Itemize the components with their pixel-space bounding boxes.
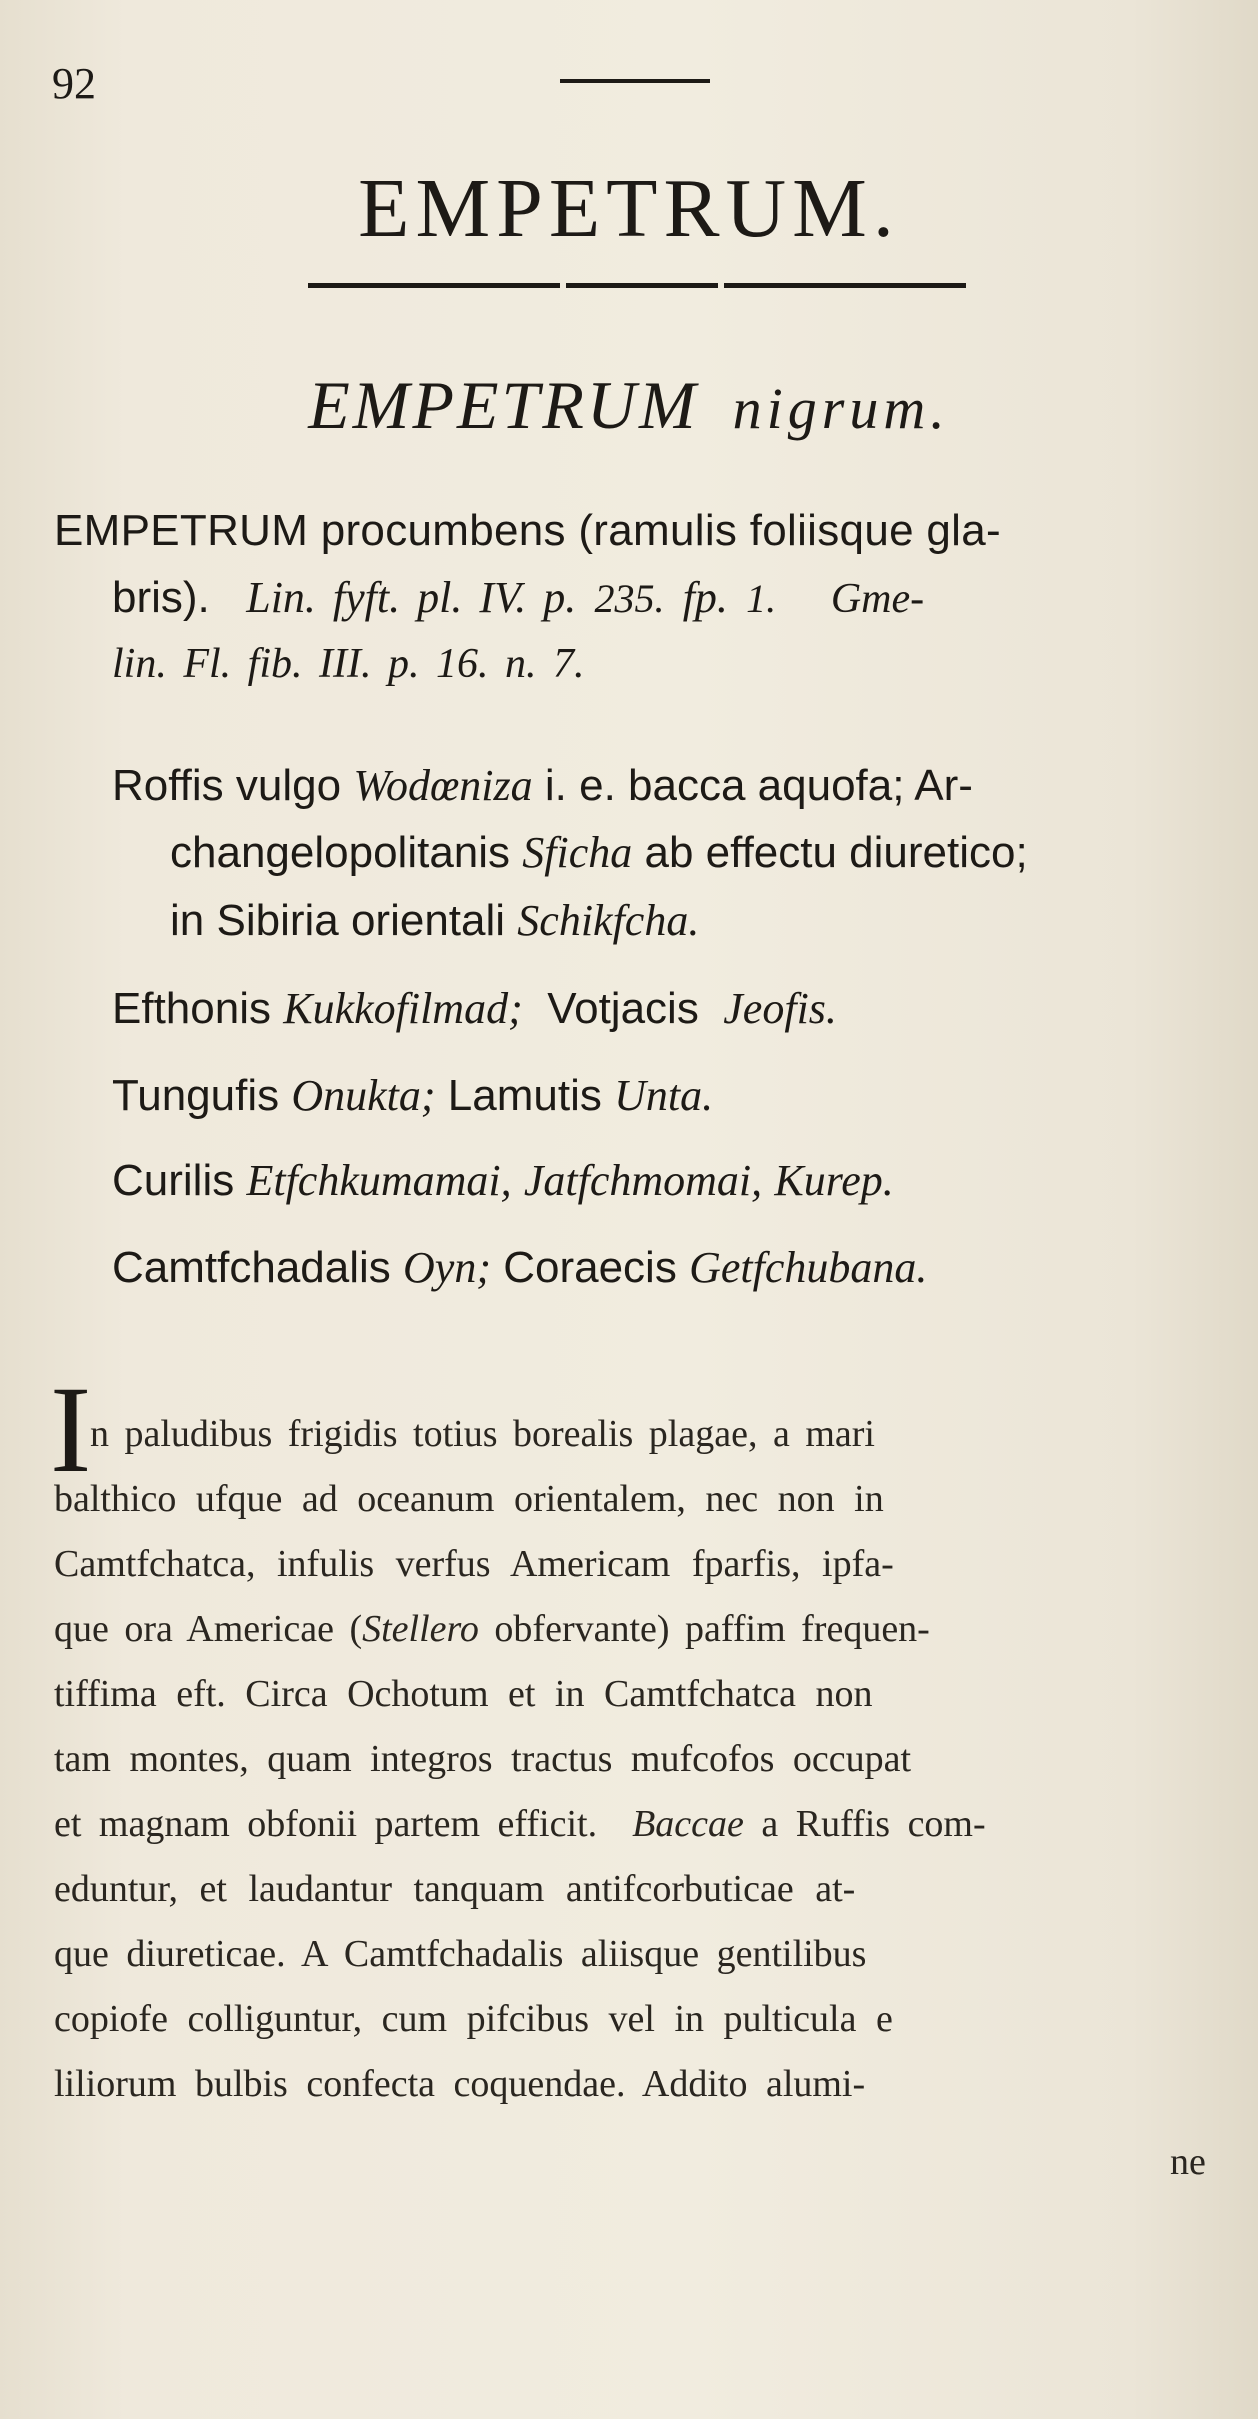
drop-cap: I — [50, 1361, 92, 1498]
species-heading — [0, 366, 1258, 445]
body-line-4: que ora Americae (Stellero obfervante) paffim frequen- — [54, 1608, 930, 1650]
body-line-2: balthico ufque ad oceanum orientalem, nec non in — [54, 1478, 884, 1520]
species-epithet: nigrum. — [732, 376, 950, 441]
vernacular-line-6: Curilis Etfchkumamai, Jatfchmomai, Kurep. — [112, 1156, 894, 1205]
vernacular-line-2: changelopolitanis Sficha ab effectu diuretico; — [170, 828, 1028, 877]
body-line-9: que diureticae. A Camtfchadalis aliisque gentilibus — [54, 1933, 867, 1975]
body-line-6: tam montes, quam integros tractus mufcofos occupat — [54, 1738, 912, 1780]
vernacular-line-5: Tungufis Onukta; Lamutis Unta. — [112, 1071, 714, 1120]
body-line-3: Camtfchatca, infulis verfus Americam fparfis, ipfa- — [54, 1543, 894, 1585]
synonym-line-1: EMPETRUM procumbens (ramulis foliisque gla- — [54, 506, 1001, 555]
title-rule-middle — [566, 283, 718, 288]
body-line-11: liliorum bulbis confecta coquendae. Addito alumi- — [54, 2063, 866, 2105]
page-number: 92 — [52, 59, 96, 108]
catchword: ne — [1170, 2141, 1206, 2183]
title-rule-right — [724, 283, 966, 288]
body-line-10: copiofe colliguntur, cum pifcibus vel in pulticula e — [54, 1998, 893, 2040]
vernacular-line-3: in Sibiria orientali Schikfcha. — [170, 896, 700, 945]
vernacular-line-4: Efthonis Kukkofilmad; Votjacis Jeofis. — [112, 984, 837, 1033]
title-rule-left — [308, 283, 560, 288]
page-title: EMPETRUM. — [358, 162, 900, 255]
body-line-5: tiffima eft. Circa Ochotum et in Camtfchatca non — [54, 1673, 873, 1715]
species-genus: EMPETRUM — [308, 367, 699, 443]
vernacular-line-7: Camtfchadalis Oyn; Coraecis Getfchubana. — [112, 1243, 928, 1292]
body-line-7: et magnam obfonii partem efficit. Baccae a Ruffis com- — [54, 1803, 986, 1845]
synonym-line-2: bris). Lin. fyft. pl. IV. p. 235. fp. 1. Gme- — [112, 573, 925, 622]
body-line-8: eduntur, et laudantur tanquam antifcorbuticae at- — [54, 1868, 856, 1910]
vernacular-line-1: Roffis vulgo Wodœniza i. e. bacca aquofa; Ar- — [112, 761, 973, 810]
body-line-1: n paludibus frigidis totius borealis plagae, a mari — [90, 1413, 875, 1455]
header-dash — [560, 79, 710, 83]
synonym-line-3: lin. Fl. fib. III. p. 16. n. 7. — [112, 641, 585, 687]
